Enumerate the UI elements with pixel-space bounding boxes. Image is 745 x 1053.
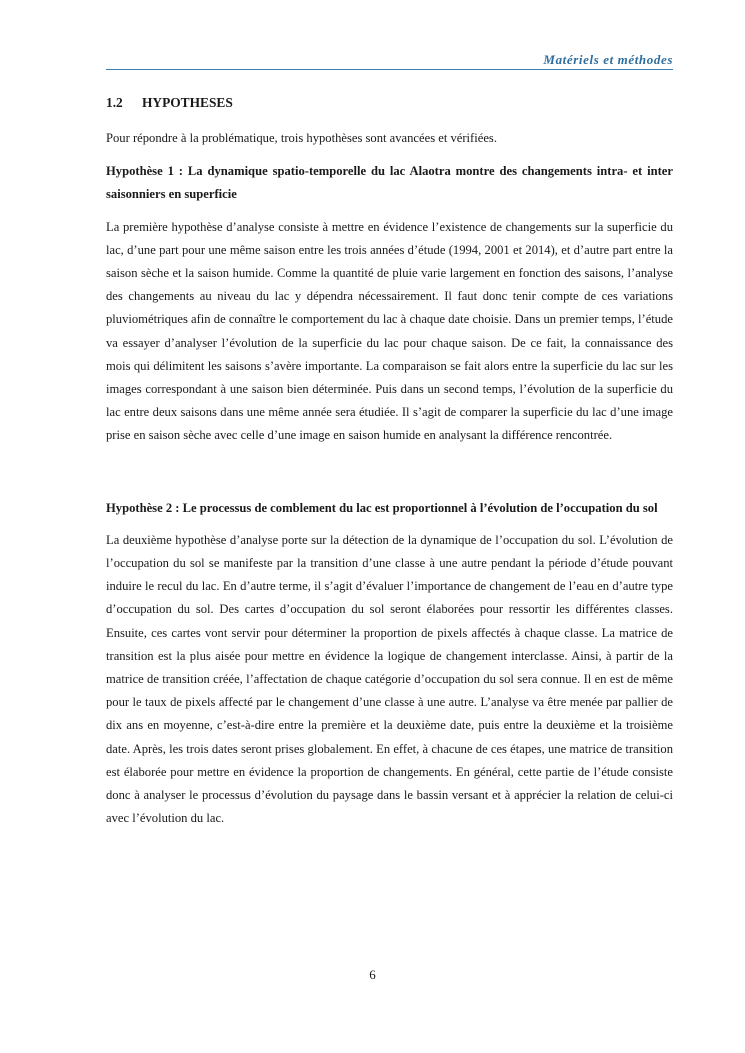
page-content	[106, 94, 673, 830]
paragraph-spacer	[106, 448, 673, 497]
hypothesis-2-title: Hypothèse 2 : Le processus de comblement du lac est proportionnel à l’évolution de l’occupation du sol	[106, 500, 658, 515]
hypothesis-1-title: Hypothèse 1 : La dynamique spatio-temporelle du lac Alaotra montre des changements intra- et inter saisonniers en superficie	[106, 164, 673, 202]
section-intro: Pour répondre à la problématique, trois hypothèses sont avancées et vérifiées.	[106, 131, 497, 145]
section-number: 1.2	[106, 95, 123, 110]
page-number: 6	[369, 967, 376, 982]
header-divider	[106, 69, 673, 70]
section-title: HYPOTHESES	[142, 95, 233, 110]
hypothesis-2-body: La deuxième hypothèse d’analyse porte sur la détection de la dynamique de l’occupation du sol. L’évolution de l’occupation du sol se manifeste par la transition d’une classe à une autre pendant la période d’étude pouvant induire le recul du lac. En d’autre terme, il s’agit d’évaluer l’importance de changement de l’eau en d’autre type d’occupation du sol. Des cartes d’occupation du sol seront élaborées pour ressortir les différentes classes. Ensuite, ces cartes vont servir pour déterminer la proportion de pixels affectés à chaque classe. La matrice de transition est la plus aisée pour mettre en évidence la logique de changement interclasse. Ainsi, à partir de la matrice de transition créée, l’affectation de chaque catégorie d’occupation du sol sera connue. Il en est de même pour le taux de pixels affecté par le changement d’une classe à une autre. L’analyse va être menée par pallier de dix ans en moyenne, c’est-à-dire entre la première et la deuxième date, puis entre la deuxième et la troisième date. Après, les trois dates seront prises globalement. En effet, à chacune de ces étapes, une matrice de transition est élaborée pour mettre en évidence la proportion de changements. En général, cette partie de l’étude consiste donc à analyser le processus d’évolution du paysage dans le bassin versant et à apprécier la relation de celui-ci avec l’évolution du lac.	[106, 532, 673, 826]
running-header: Matériels et méthodes	[543, 52, 673, 67]
hypothesis-1-body: La première hypothèse d’analyse consiste à mettre en évidence l’existence de changements sur la superficie du lac, d’une part pour une même saison entre les trois années d’étude (1994, 2001 et 2014), et d’autre part entre la saison sèche et la saison humide. Comme la quantité de pluie varie largement en fonction des saisons, l’analyse des changements au niveau du lac y dépendra nécessairement. Il faut donc tenir compte de ces variations pluviométriques afin de connaître le comportement du lac à chaque date choisie. Dans un premier temps, l’étude va essayer d’analyser l’évolution de la superficie du lac pour chaque saison. De ce fait, la connaissance des mois qui délimitent les saisons s’avère importante. La comparaison se fait alors entre la superficie du lac sur les images correspondant à une saison bien déterminée. Puis dans un second temps, l’évolution de la superficie du lac entre deux saisons dans une même année sera étudiée. Il s’agit de comparer la superficie du lac d’une image prise en saison sèche avec celle d’une image en saison humide en analysant la différence rencontrée.	[106, 219, 673, 443]
section-heading	[106, 94, 673, 111]
